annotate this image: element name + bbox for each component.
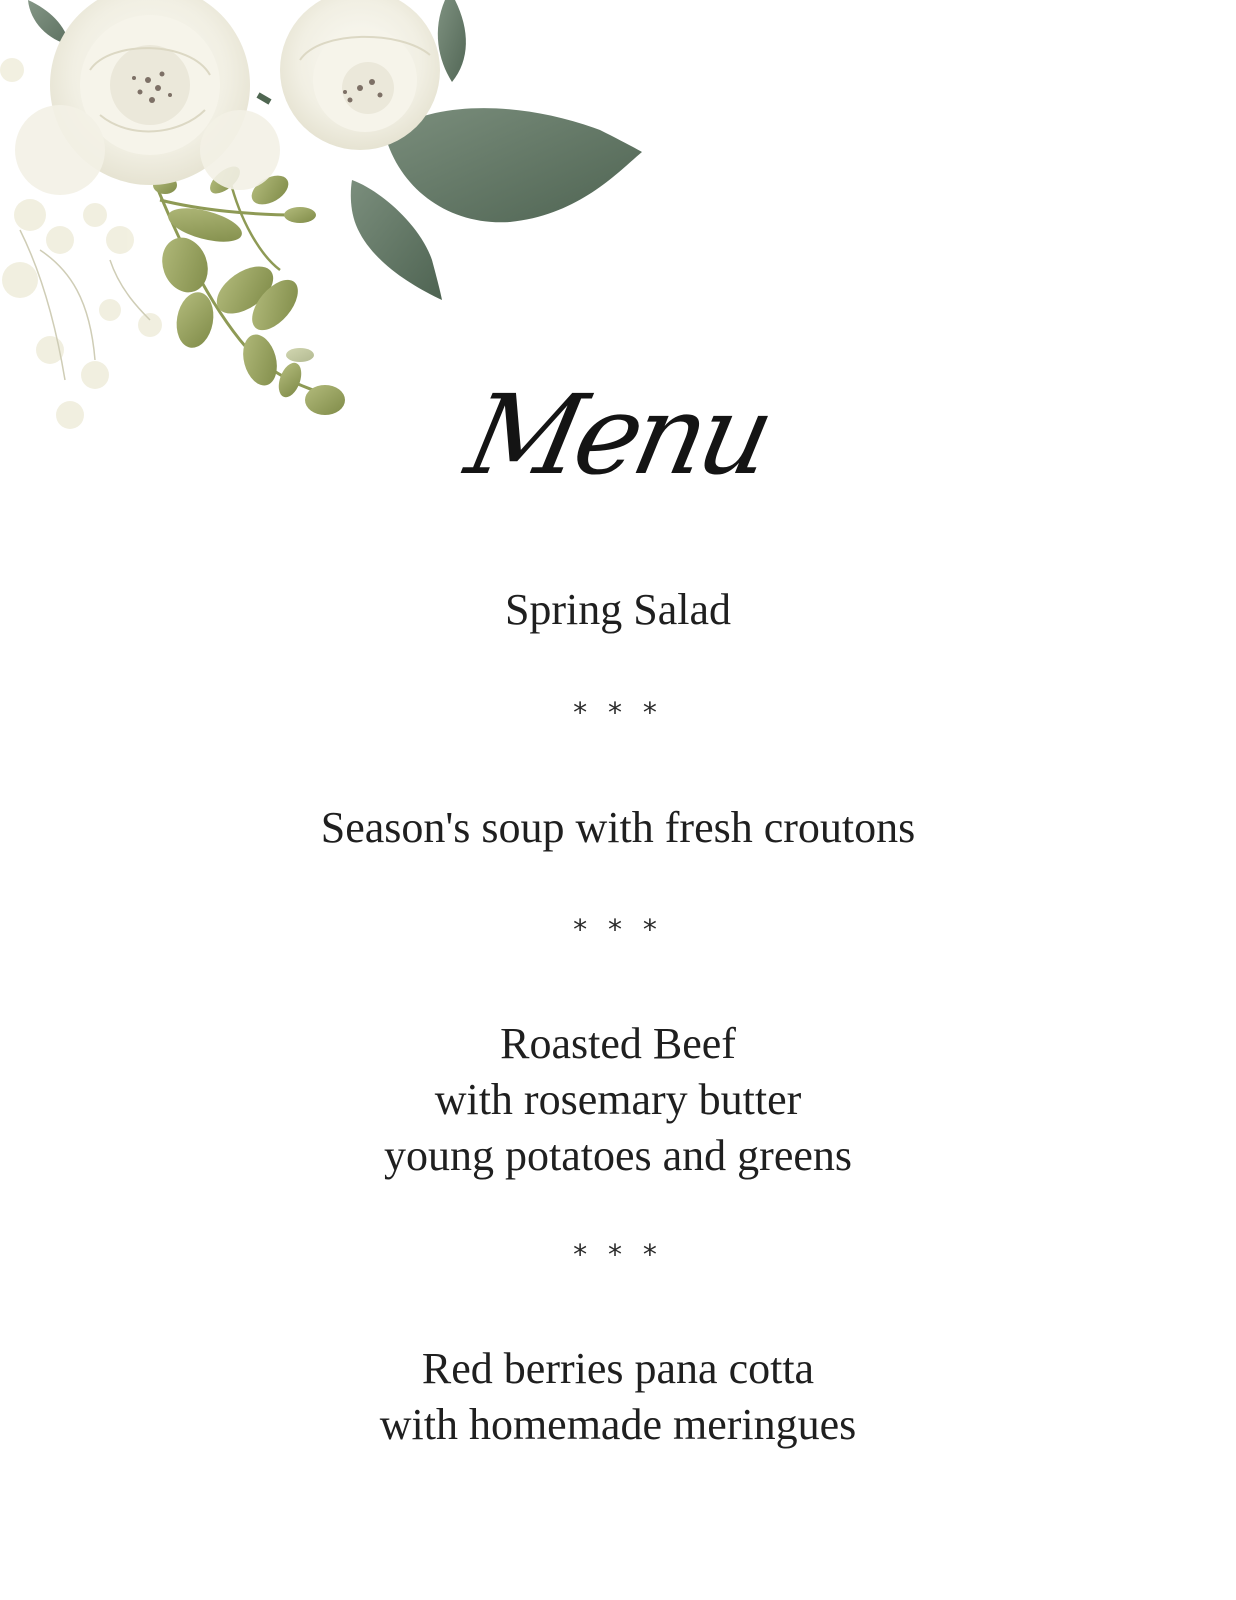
- course-2: [0, 800, 1236, 856]
- course-line: Spring Salad: [504, 585, 732, 634]
- menu-title: Menu: [456, 371, 780, 499]
- separator-2: * * *: [573, 913, 663, 946]
- separator-3: * * *: [573, 1238, 663, 1271]
- course-line: Season's soup with fresh croutons: [320, 803, 916, 852]
- course-line: young potatoes and greens: [384, 1131, 852, 1180]
- course-line: with rosemary butter: [434, 1075, 802, 1124]
- separator-1: * * *: [573, 696, 663, 729]
- course-4: [0, 1341, 1236, 1453]
- course-line: with homemade meringues: [379, 1400, 857, 1449]
- course-line: Roasted Beef: [500, 1019, 736, 1068]
- course-1: [0, 582, 1236, 638]
- course-3: [0, 1016, 1236, 1184]
- course-line: Red berries pana cotta: [421, 1344, 815, 1393]
